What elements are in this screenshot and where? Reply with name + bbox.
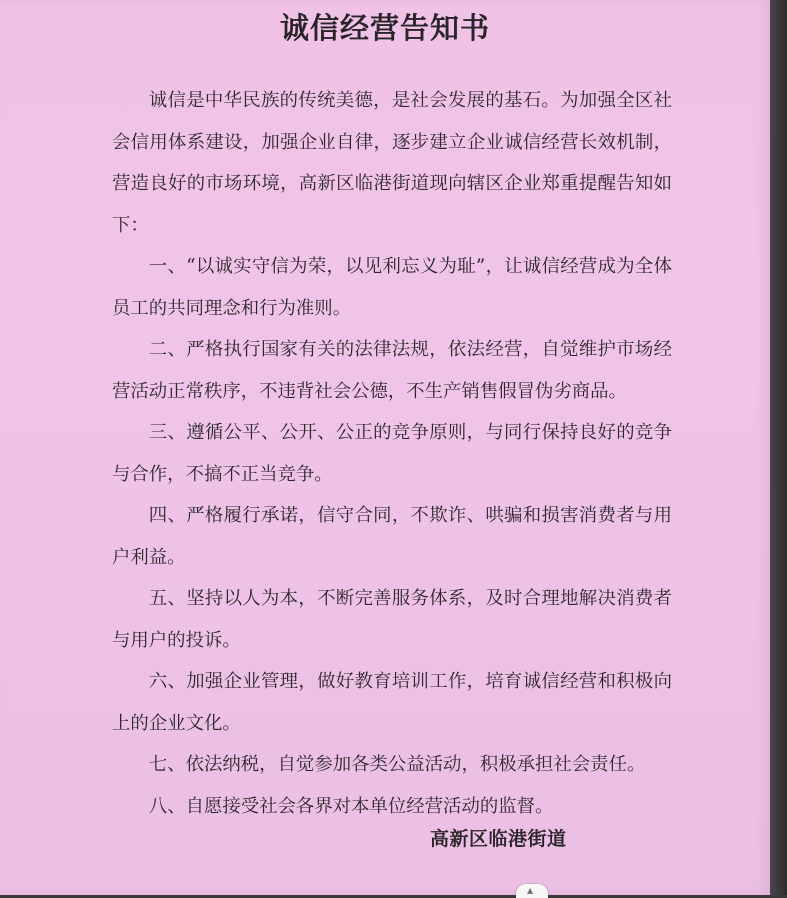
paragraph-item-5: 五、坚持以人为本，不断完善服务体系，及时合理地解决消费者与用户的投诉。 <box>112 588 672 651</box>
paragraph-item-6: 六、加强企业管理，做好教育培训工作，培育诚信经营和积极向上的企业文化。 <box>112 671 672 734</box>
photo-edge-background <box>770 0 787 895</box>
chevron-up-icon: ▲ <box>527 886 534 895</box>
paragraph-item-3: 三、遵循公平、公开、公正的竞争原则，与同行保持良好的竞争与合作，不搞不正当竞争。 <box>112 422 672 485</box>
paragraph-item-8: 八、自愿接受社会各界对本单位经营活动的监督。 <box>148 795 554 817</box>
document-title: 诚信经营告知书 <box>279 11 490 45</box>
paragraph-item-4: 四、严格履行承诺，信守合同，不欺诈、哄骗和损害消费者与用户利益。 <box>112 505 672 568</box>
paragraph-item-7: 七、依法纳税，自觉参加各类公益活动，积极承担社会责任。 <box>148 754 646 775</box>
paragraph-item-2: 二、严格执行国家有关的法律法规，依法经营，自觉维护市场经营活动正常秩序，不违背社会公德，不生产销售假冒伪劣商品。 <box>112 339 672 402</box>
document-body <box>112 80 672 827</box>
paragraph-item-1: 一、“以诚实守信为荣，以见利忘义为耻”，让诚信经营成为全体员工的共同理念和行为准则。 <box>112 256 672 319</box>
bottom-handle[interactable] <box>516 884 548 898</box>
signature-issuer: 高新区临港街道 <box>430 828 567 850</box>
paragraph-intro: 诚信是中华民族的传统美德，是社会发展的基石。为加强全区社会信用体系建设，加强企业自律，逐步建立企业诚信经营长效机制，营造良好的市场环境，高新区临港街道现向辖区企业郑重提醒告知如下： <box>112 90 672 236</box>
